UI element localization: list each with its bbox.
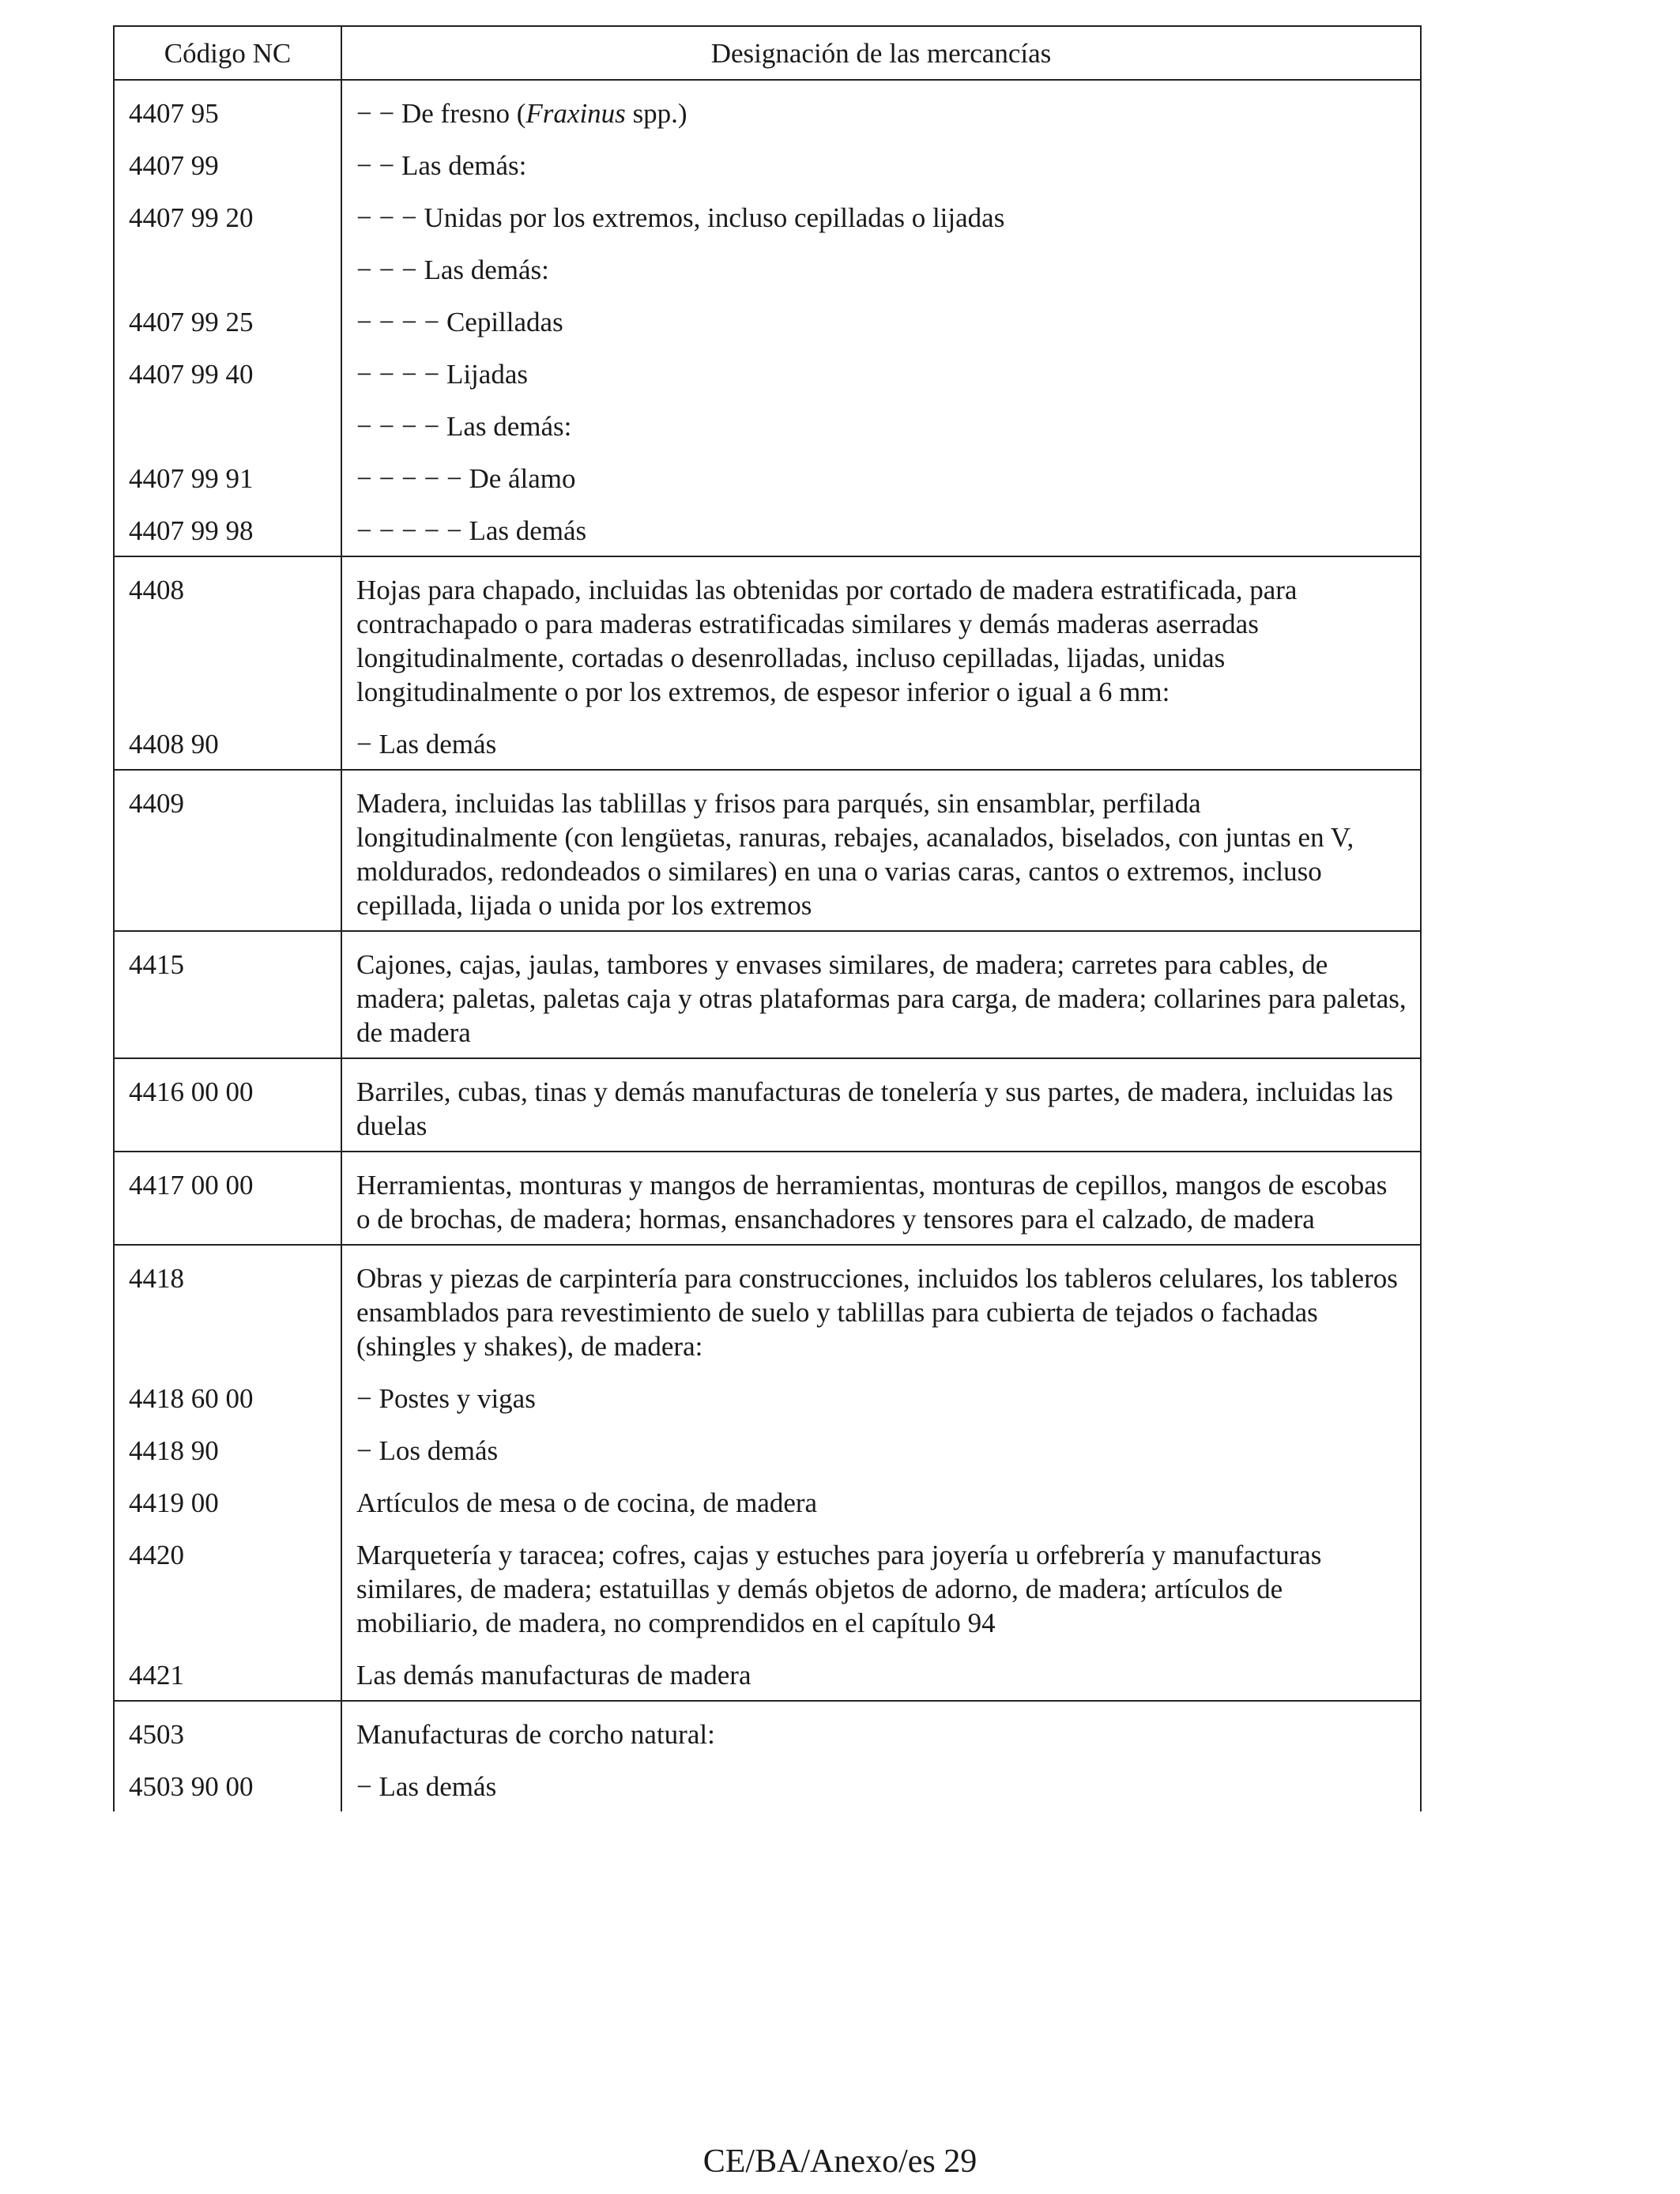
cn-code-cell bbox=[114, 401, 341, 454]
table-row bbox=[114, 1762, 1421, 1811]
page-footer: CE/BA/Anexo/es 29 bbox=[703, 2143, 977, 2180]
table-row bbox=[114, 719, 1421, 770]
cn-code-cell: 4415 bbox=[114, 931, 341, 1058]
table-row bbox=[114, 141, 1421, 193]
table-row bbox=[114, 349, 1421, 401]
table-row bbox=[114, 1374, 1421, 1426]
cn-code-cell: 4416 00 00 bbox=[114, 1058, 341, 1152]
table-row bbox=[114, 1152, 1421, 1245]
cn-code-cell: 4407 99 98 bbox=[114, 506, 341, 556]
description-cell: − − − − Las demás: bbox=[341, 401, 1421, 454]
table-row bbox=[114, 401, 1421, 454]
table-body bbox=[114, 80, 1421, 1811]
cn-code-cell: 4418 90 bbox=[114, 1426, 341, 1478]
table-header-row bbox=[114, 26, 1421, 80]
header-description: Designación de las mercancías bbox=[341, 26, 1421, 80]
table-row bbox=[114, 770, 1421, 931]
table-row bbox=[114, 1530, 1421, 1650]
description-text: − − De fresno ( bbox=[356, 98, 526, 129]
cn-code-cell: 4418 bbox=[114, 1245, 341, 1374]
description-cell: − Los demás bbox=[341, 1426, 1421, 1478]
description-cell: Herramientas, monturas y mangos de herramientas, monturas de cepillos, mangos de escobas o de brochas, de madera; hormas, ensanchadores y tensores para el calzado, de madera bbox=[341, 1152, 1421, 1245]
cn-code-table bbox=[113, 25, 1422, 1811]
table-row bbox=[114, 506, 1421, 556]
cn-code-cell: 4407 95 bbox=[114, 80, 341, 141]
description-cell: Artículos de mesa o de cocina, de madera bbox=[341, 1478, 1421, 1530]
table-row bbox=[114, 556, 1421, 719]
cn-code-cell bbox=[114, 245, 341, 297]
cn-code-cell: 4419 00 bbox=[114, 1478, 341, 1530]
description-cell: Hojas para chapado, incluidas las obtenidas por cortado de madera estratificada, para contrachapado o para maderas estratificadas similares y demás maderas aserradas longitudinalmente, cortadas o desenrolladas, incluso cepilladas, lijadas, unidas longitudinalmente o por los extremos, de espesor inferior o igual a 6 mm: bbox=[341, 556, 1421, 719]
cn-code-cell: 4418 60 00 bbox=[114, 1374, 341, 1426]
cn-code-cell: 4503 90 00 bbox=[114, 1762, 341, 1811]
description-cell: − − − − − Las demás bbox=[341, 506, 1421, 556]
description-cell: Manufacturas de corcho natural: bbox=[341, 1701, 1421, 1762]
table-row bbox=[114, 80, 1421, 141]
table-row bbox=[114, 454, 1421, 506]
cn-code-cell: 4407 99 40 bbox=[114, 349, 341, 401]
description-cell: Las demás manufacturas de madera bbox=[341, 1650, 1421, 1701]
table-row bbox=[114, 1701, 1421, 1762]
description-cell: − − − − Lijadas bbox=[341, 349, 1421, 401]
description-text: spp.) bbox=[625, 98, 687, 129]
table-row bbox=[114, 1478, 1421, 1530]
description-cell: Marquetería y taracea; cofres, cajas y estuches para joyería u orfebrería y manufacturas similares, de madera; estatuillas y demás objetos de adorno, de madera; artículos de mobiliario, de madera, no comprendidos en el capítulo 94 bbox=[341, 1530, 1421, 1650]
cn-code-cell: 4420 bbox=[114, 1530, 341, 1650]
description-cell: − Postes y vigas bbox=[341, 1374, 1421, 1426]
description-cell: − − − − − De álamo bbox=[341, 454, 1421, 506]
cn-code-cell: 4417 00 00 bbox=[114, 1152, 341, 1245]
cn-code-cell: 4408 bbox=[114, 556, 341, 719]
table-row bbox=[114, 1650, 1421, 1701]
cn-code-cell: 4421 bbox=[114, 1650, 341, 1701]
description-cell: − − Las demás: bbox=[341, 141, 1421, 193]
description-cell bbox=[341, 80, 1421, 141]
table-row bbox=[114, 1245, 1421, 1374]
cn-code-cell: 4407 99 91 bbox=[114, 454, 341, 506]
table-row bbox=[114, 245, 1421, 297]
cn-code-cell: 4407 99 bbox=[114, 141, 341, 193]
description-cell: − Las demás bbox=[341, 1762, 1421, 1811]
header-code: Código NC bbox=[114, 26, 341, 80]
scientific-name: Fraxinus bbox=[525, 98, 626, 129]
cn-code-cell: 4407 99 20 bbox=[114, 193, 341, 245]
description-cell: Barriles, cubas, tinas y demás manufacturas de tonelería y sus partes, de madera, incluidas las duelas bbox=[341, 1058, 1421, 1152]
description-cell: − − − Las demás: bbox=[341, 245, 1421, 297]
table-row bbox=[114, 297, 1421, 349]
table-row bbox=[114, 931, 1421, 1058]
description-cell: − − − − Cepilladas bbox=[341, 297, 1421, 349]
cn-code-cell: 4408 90 bbox=[114, 719, 341, 770]
description-cell: − Las demás bbox=[341, 719, 1421, 770]
table-row bbox=[114, 193, 1421, 245]
description-cell: Obras y piezas de carpintería para construcciones, incluidos los tableros celulares, los tableros ensamblados para revestimiento de suelo y tablillas para cubierta de tejados o fachadas (shingles y shakes), de madera: bbox=[341, 1245, 1421, 1374]
description-cell: Cajones, cajas, jaulas, tambores y envases similares, de madera; carretes para cables, de madera; paletas, paletas caja y otras plataformas para carga, de madera; collarines para paletas, de madera bbox=[341, 931, 1421, 1058]
cn-code-cell: 4407 99 25 bbox=[114, 297, 341, 349]
description-cell: − − − Unidas por los extremos, incluso cepilladas o lijadas bbox=[341, 193, 1421, 245]
cn-code-cell: 4409 bbox=[114, 770, 341, 931]
description-cell: Madera, incluidas las tablillas y frisos para parqués, sin ensamblar, perfilada longitudinalmente (con lengüetas, ranuras, rebajes, acanalados, biselados, con juntas en V, moldurados, redondeados o similares) en una o varias caras, cantos o extremos, incluso cepillada, lijada o unida por los extremos bbox=[341, 770, 1421, 931]
cn-code-cell: 4503 bbox=[114, 1701, 341, 1762]
table-row bbox=[114, 1058, 1421, 1152]
table-row bbox=[114, 1426, 1421, 1478]
